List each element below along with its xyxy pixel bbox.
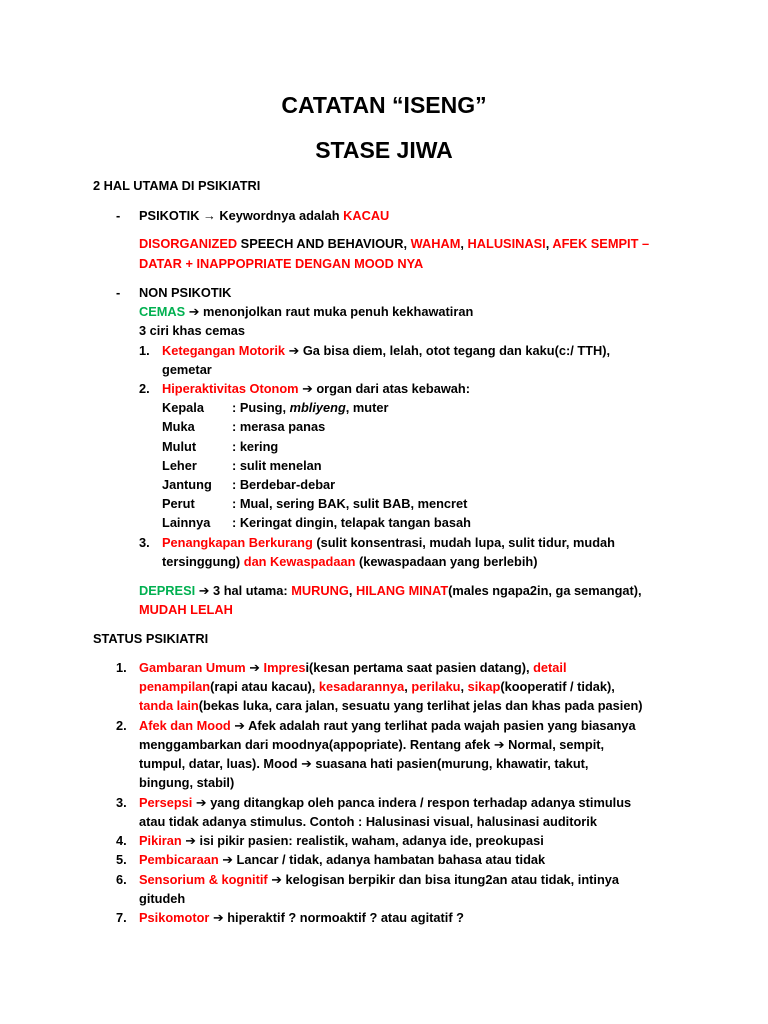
organ-row: Jantung : Berdebar-debar	[162, 477, 336, 492]
list-number: 1.	[116, 660, 127, 675]
list-number: 6.	[116, 872, 127, 887]
organ-row: Muka : merasa panas	[162, 419, 326, 434]
organ-row: Leher : sulit menelan	[162, 458, 322, 473]
status-item-cont: penampilan(rapi atau kacau), kesadarannya, perilaku, sikap(kooperatif / tidak),	[139, 679, 615, 694]
list-item: Penangkapan Berkurang (sulit konsentrasi, mudah lupa, sulit tidur, mudah	[162, 535, 615, 550]
list-number: 4.	[116, 833, 127, 848]
psikotik-desc-line-1: DISORGANIZED SPEECH AND BEHAVIOUR, WAHAM, HALUSINASI, AFEK SEMPIT –	[139, 236, 650, 251]
depresi-line: DEPRESI ➔ 3 hal utama: MURUNG, HILANG MINAT(males ngapa2in, ga semangat),	[139, 583, 642, 598]
list-number: 7.	[116, 910, 127, 925]
list-number: 5.	[116, 852, 127, 867]
status-item-cont: tumpul, datar, luas). Mood ➔ suasana hati pasien(murung, khawatir, takut,	[139, 756, 589, 771]
list-number: 2.	[139, 381, 150, 396]
status-item: Pikiran ➔ isi pikir pasien: realistik, waham, adanya ide, preokupasi	[139, 833, 544, 848]
status-item-cont: tanda lain(bekas luka, cara jalan, sesuatu yang terlihat jelas dan khas pada pasien)	[139, 698, 643, 713]
organ-row: Lainnya : Keringat dingin, telapak tangan basah	[162, 515, 471, 530]
depresi-line-cont: MUDAH LELAH	[139, 602, 233, 617]
list-number: 2.	[116, 718, 127, 733]
status-item-cont: menggambarkan dari moodnya(appopriate). Rentang afek ➔ Normal, sempit,	[139, 737, 605, 752]
status-item: Persepsi ➔ yang ditangkap oleh panca indera / respon terhadap adanya stimulus	[139, 795, 632, 810]
status-item-cont: gitudeh	[139, 891, 186, 906]
list-number: 1.	[139, 343, 150, 358]
status-item: Sensorium & kognitif ➔ kelogisan berpikir dan bisa itung2an atau tidak, intinya	[139, 872, 620, 887]
bullet-dash: -	[116, 208, 121, 223]
list-item: Ketegangan Motorik ➔ Ga bisa diem, lelah, otot tegang dan kaku(c:/ TTH),	[162, 343, 611, 358]
section-heading: 2 HAL UTAMA DI PSIKIATRI	[93, 178, 261, 193]
psikotik-line: PSIKOTIK → Keywordnya adalah KACAU	[139, 208, 390, 223]
page-subtitle: STASE JIWA	[315, 137, 453, 163]
page-title: CATATAN “ISENG”	[281, 92, 487, 118]
status-item: Pembicaraan ➔ Lancar / tidak, adanya hambatan bahasa atau tidak	[139, 852, 546, 867]
non-psikotik-label: NON PSIKOTIK	[139, 285, 232, 300]
organ-row: Perut : Mual, sering BAK, sulit BAB, mencret	[162, 496, 468, 511]
status-item: Psikomotor ➔ hiperaktif ? normoaktif ? atau agitatif ?	[139, 910, 465, 925]
section-heading: STATUS PSIKIATRI	[93, 631, 209, 646]
list-number: 3.	[116, 795, 127, 810]
list-item-cont: gemetar	[162, 362, 212, 377]
ciri-line: 3 ciri khas cemas	[139, 323, 246, 338]
status-item-cont: atau tidak adanya stimulus. Contoh : Halusinasi visual, halusinasi auditorik	[139, 814, 597, 829]
psikotik-desc-line-2: DATAR + INAPPOPRIATE DENGAN MOOD NYA	[139, 256, 424, 271]
list-item: Hiperaktivitas Otonom ➔ organ dari atas kebawah:	[162, 381, 470, 396]
list-item-cont: tersinggung) dan Kewaspadaan (kewaspadaan yang berlebih)	[162, 554, 538, 569]
cemas-line: CEMAS ➔ menonjolkan raut muka penuh kekhawatiran	[139, 304, 474, 319]
organ-row: Mulut : kering	[162, 439, 279, 454]
status-item-cont: bingung, stabil)	[139, 775, 235, 790]
organ-row: Kepala : Pusing, mbliyeng, muter	[162, 400, 389, 415]
list-number: 3.	[139, 535, 150, 550]
bullet-dash: -	[116, 285, 121, 300]
status-item: Gambaran Umum ➔ Impresi(kesan pertama saat pasien datang), detail	[139, 660, 567, 675]
status-item: Afek dan Mood ➔ Afek adalah raut yang terlihat pada wajah pasien yang biasanya	[139, 718, 636, 733]
